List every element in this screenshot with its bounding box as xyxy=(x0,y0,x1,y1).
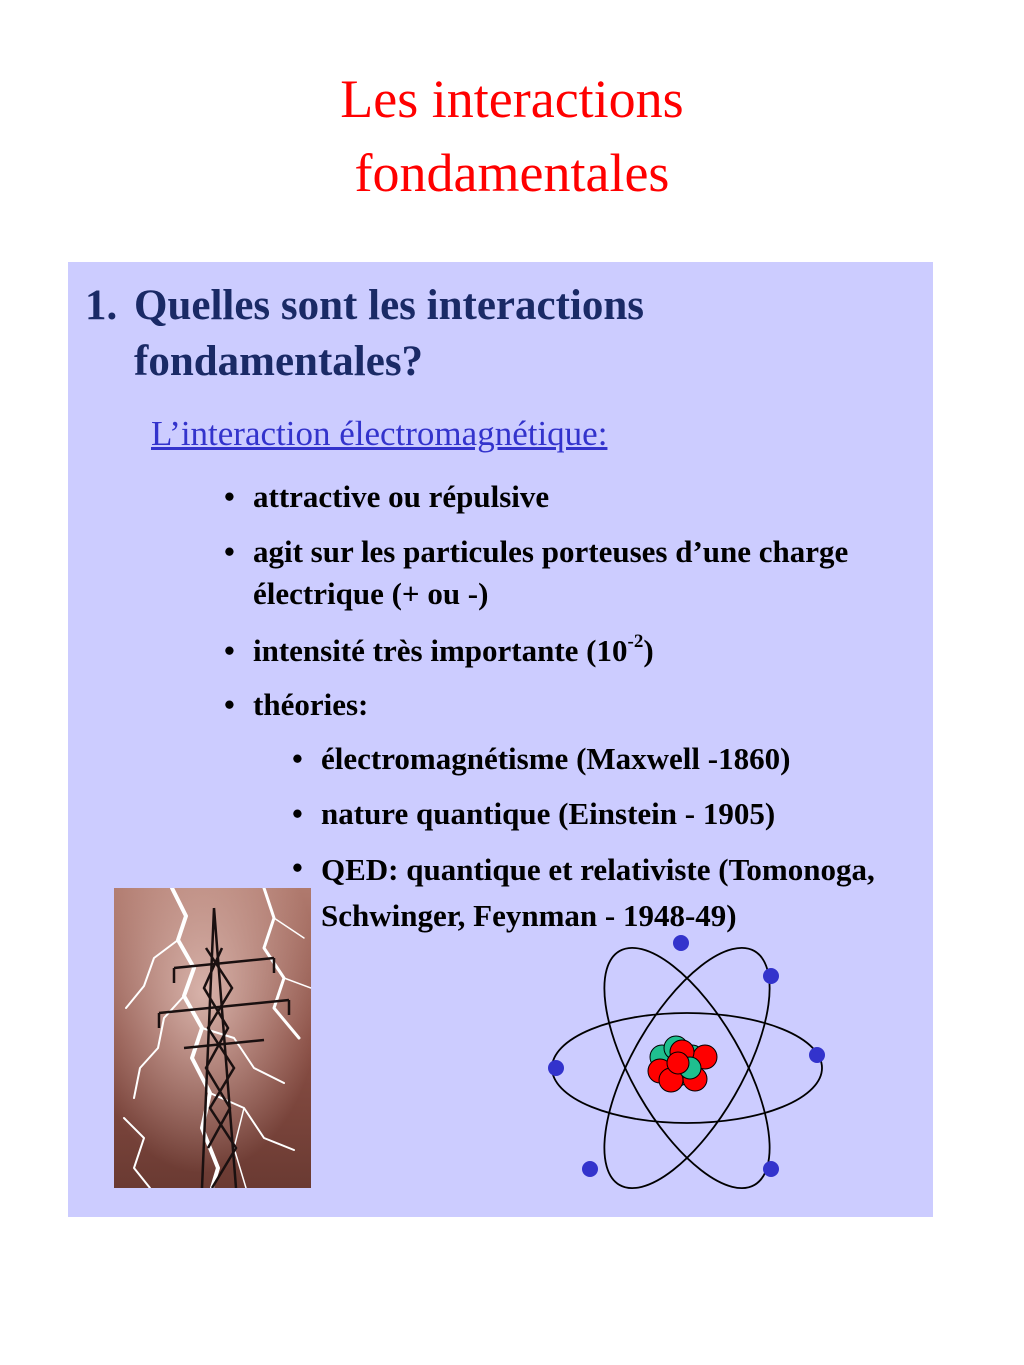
bullet-item xyxy=(224,630,893,672)
bullet-item xyxy=(224,531,893,615)
section-number: 1. xyxy=(85,282,118,329)
electron xyxy=(763,968,779,984)
electron xyxy=(763,1161,779,1177)
lightning-pylon-photo xyxy=(114,888,311,1188)
bullet-glyph: • xyxy=(292,850,303,885)
section-heading-text: Quelles sont les interactions fondamentales? xyxy=(134,282,644,385)
sub-bullet-item xyxy=(292,738,921,780)
nucleus xyxy=(648,1036,717,1092)
bullet-item xyxy=(224,684,893,726)
intensity-text: intensité très importante (10 xyxy=(253,633,628,668)
atom-diagram-icon xyxy=(540,928,840,1218)
bullet-text: théories: xyxy=(253,687,369,722)
bullet-text: agit sur les particules porteuses d’une charge électrique (+ ou -) xyxy=(253,534,849,611)
electron xyxy=(582,1161,598,1177)
intensity-exponent: -2 xyxy=(627,631,644,652)
section-heading xyxy=(85,278,845,390)
slide-title xyxy=(0,62,1024,210)
sub-bullet-item xyxy=(292,793,921,835)
bullet-glyph: • xyxy=(224,534,235,569)
subheading: L’interaction électromagnétique: xyxy=(151,414,608,453)
bullet-item xyxy=(224,476,893,518)
electron xyxy=(809,1047,825,1063)
sub-bullet-item xyxy=(292,847,911,939)
intensity-close: ) xyxy=(643,633,654,668)
electron xyxy=(548,1060,564,1076)
bullet-text xyxy=(253,630,893,672)
title-line-2: fondamentales xyxy=(354,143,670,203)
sub-bullet-text: nature quantique (Einstein - 1905) xyxy=(321,796,776,831)
sub-bullet-text: électromagnétisme (Maxwell -1860) xyxy=(321,741,791,776)
bullet-glyph: • xyxy=(292,741,303,776)
sub-bullet-text: QED: quantique et relativiste (Tomonoga, Schwinger, Feynman - 1948-49) xyxy=(321,852,875,933)
bullet-glyph: • xyxy=(292,796,303,831)
bullet-glyph: • xyxy=(224,479,235,514)
electron xyxy=(673,935,689,951)
bullet-text: attractive ou répulsive xyxy=(253,479,550,514)
bullet-glyph: • xyxy=(224,687,235,722)
bullet-glyph: • xyxy=(224,633,235,668)
title-line-1: Les interactions xyxy=(340,69,684,129)
